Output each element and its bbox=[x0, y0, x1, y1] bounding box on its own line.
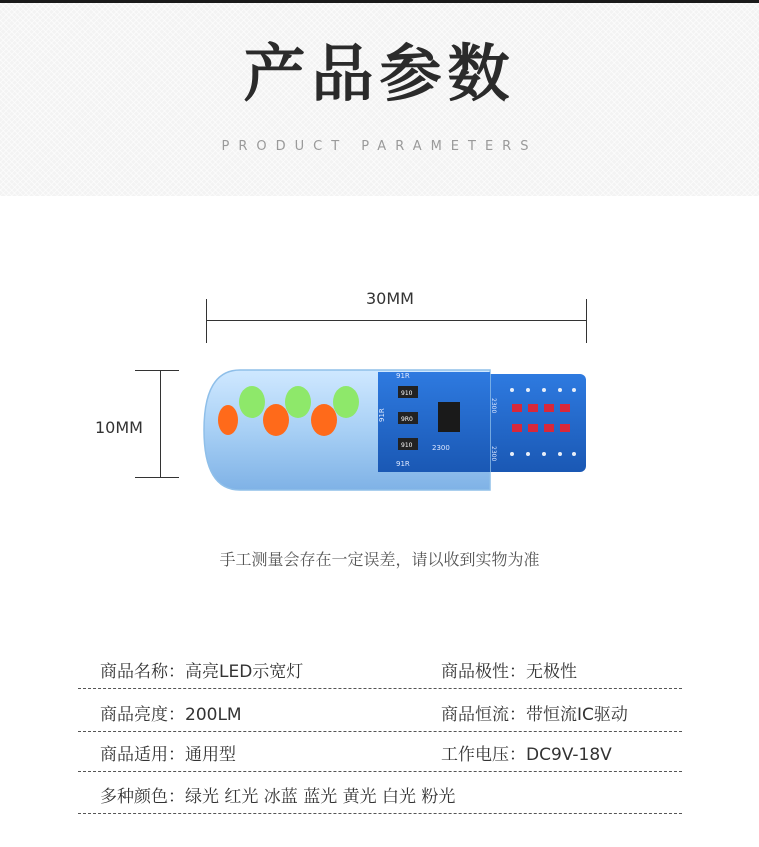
measurement-note: 手工测量会存在一定误差，请以收到实物为准 bbox=[219, 550, 540, 569]
length-tick-left bbox=[206, 299, 207, 343]
resistor-code-2: 9R0 bbox=[401, 416, 413, 423]
chip-label: 2300 bbox=[432, 444, 450, 452]
spec-row bbox=[78, 731, 682, 772]
spec-colors: 多种颜色：绿光 红光 冰蓝 蓝光 黄光 白光 粉光 bbox=[100, 787, 456, 807]
inner-pcb bbox=[378, 372, 490, 472]
height-tick-bottom bbox=[135, 477, 179, 478]
height-line bbox=[160, 370, 161, 477]
page-subtitle: PRODUCT PARAMETERS bbox=[221, 139, 538, 154]
chip-label-side-bottom: 2300 bbox=[490, 446, 497, 462]
spec-brightness: 商品亮度：200LM bbox=[100, 705, 242, 725]
top-border bbox=[0, 0, 759, 3]
spec-application: 商品适用：通用型 bbox=[100, 745, 236, 765]
page-title: 产品参数 bbox=[243, 37, 516, 110]
height-label: 10MM bbox=[95, 418, 143, 437]
led-bulb-illustration bbox=[200, 362, 590, 500]
resistor-code-3: 910 bbox=[401, 442, 413, 449]
height-tick-top bbox=[135, 370, 179, 371]
spec-row bbox=[78, 773, 682, 814]
spec-polarity: 商品极性：无极性 bbox=[441, 662, 577, 682]
resistor-side-label: 91R bbox=[378, 408, 386, 422]
header-banner bbox=[0, 0, 759, 196]
resistor-code-1: 910 bbox=[401, 390, 413, 397]
length-tick-right bbox=[586, 299, 587, 343]
length-label: 30MM bbox=[366, 289, 414, 308]
spec-voltage: 工作电压：DC9V-18V bbox=[441, 745, 612, 765]
resistor-label-top: 91R bbox=[396, 372, 410, 380]
resistor-label-bottom: 91R bbox=[396, 460, 410, 468]
spec-row bbox=[78, 648, 682, 689]
chip-label-side-top: 2300 bbox=[490, 398, 497, 414]
spec-name: 商品名称：高亮LED示宽灯 bbox=[100, 662, 304, 682]
length-line bbox=[206, 320, 587, 321]
spec-row bbox=[78, 691, 682, 732]
spec-constant-current: 商品恒流：带恒流IC驱动 bbox=[441, 705, 628, 725]
